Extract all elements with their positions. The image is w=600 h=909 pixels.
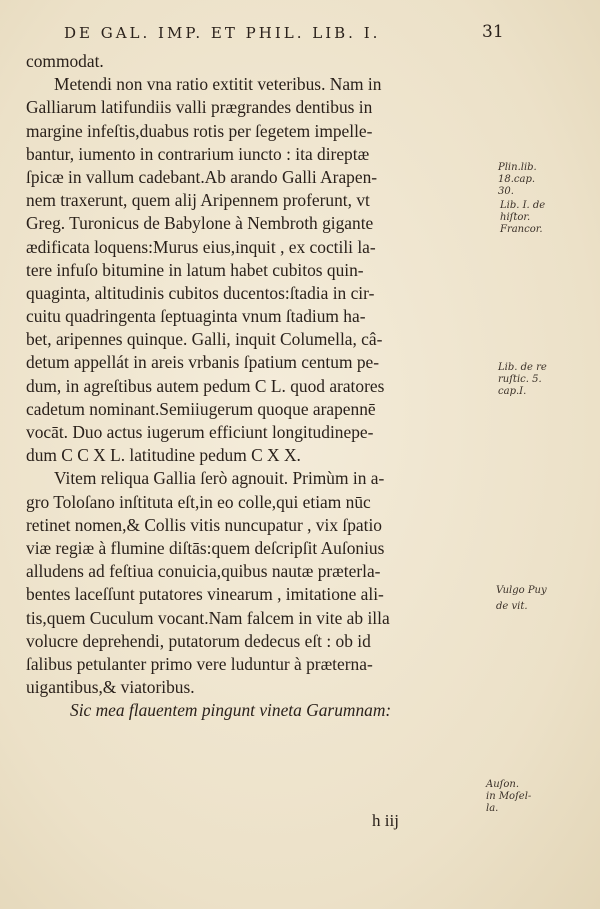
marginal-note-ausonius: Auſon. in Moſel- la. xyxy=(486,779,532,814)
text-line: commodat. xyxy=(26,51,104,71)
marginal-note-columella: Lib. de re ruſtic. 5. cap.I. xyxy=(498,362,547,397)
page-number: 31 xyxy=(482,22,504,42)
marginal-note-gregory: Lib. I. de hiſtor. Francor. xyxy=(500,200,546,235)
text-line: bet, aripennes quinque. Galli, inquit Columella, câ- xyxy=(26,329,383,350)
text-line: Metendi non vna ratio extitit veteribus. Nam in xyxy=(54,74,382,95)
text-line: bentes laceſſunt putatores vinearum , imitatione ali- xyxy=(26,584,384,605)
marginal-note-de-vit: de vit. xyxy=(496,601,528,612)
text-line: volucre deprehendi, putatorum dedecus eſt : ob id xyxy=(26,630,371,651)
text-line: margine infeſtis,duabus rotis per ſegetem impelle- xyxy=(26,120,373,141)
text-line: Vitem reliqua Gallia ſerò agnouit. Primùm in a- xyxy=(54,468,385,489)
verse-line: Sic mea flauentem pingunt vineta Garumnam: xyxy=(70,700,392,721)
text-line: ſalibus petulanter primo vere luduntur à præterna- xyxy=(26,653,373,674)
text-line: bantur, iumento in contrarium iuncto : ita direptæ xyxy=(26,143,370,164)
text-line: quaginta, altitudinis cubitos ducentos:ſtadia in cir- xyxy=(26,282,375,303)
text-line: nem traxerunt, quem alij Aripennem proferunt, vt xyxy=(26,190,370,211)
text-line: detum appellát in areis vrbanis ſpatium centum pe- xyxy=(26,352,380,373)
text-line: dum C C X L. latitudine pedum C X X. xyxy=(26,445,301,466)
text-line: Greg. Turonicus de Babylone à Nembroth gigante xyxy=(26,213,374,234)
text-line: gro Toloſano inſtituta eſt,in eo colle,qui etiam nūc xyxy=(26,491,371,512)
signature-mark: h iij xyxy=(372,811,399,830)
marginal-note-pliny: Plin.lib. 18.cap. 30. xyxy=(498,162,537,197)
text-line: tere infuſo bitumine in latum habet cubitos quin- xyxy=(26,259,364,280)
text-line: vocāt. Duo actus iugerum efficiunt longitudinepe- xyxy=(26,422,374,442)
text-line: uigantibus,& viatoribus. xyxy=(26,677,195,698)
text-line: ædificata loquens:Murus eius,inquit , ex coctili la- xyxy=(26,236,376,257)
text-line: dum, in agreſtibus autem pedum C L. quod aratores xyxy=(26,375,385,396)
text-line: cuitu quadringenta ſeptuaginta vnum ſtadium ha- xyxy=(26,306,366,327)
text-line: tis,quem Cuculum vocant.Nam falcem in vite ab illa xyxy=(26,607,390,628)
text-line: ſpicæ in vallum cadebant.Ab arando Galli Arapen- xyxy=(26,166,378,187)
text-line: alludens ad feſtiua conuicia,quibus nautæ præterla- xyxy=(26,561,381,582)
text-line: Galliarum latifundiis valli prægrandes dentibus in xyxy=(26,97,373,118)
text-line: viæ regiæ à flumine diſtās:quem deſcripſit Auſonius xyxy=(26,537,385,558)
body-text xyxy=(26,50,496,722)
running-title: DE GAL. IMP. ET PHIL. LIB. I. xyxy=(64,24,381,42)
text-line: retinet nomen,& Collis vitis nuncupatur , vix ſpatio xyxy=(26,514,382,535)
text-line: cadetum nominant.Semiiugerum quoque arapennē xyxy=(26,398,376,419)
marginal-note-vulgo: Vulgo Puy xyxy=(496,585,547,596)
